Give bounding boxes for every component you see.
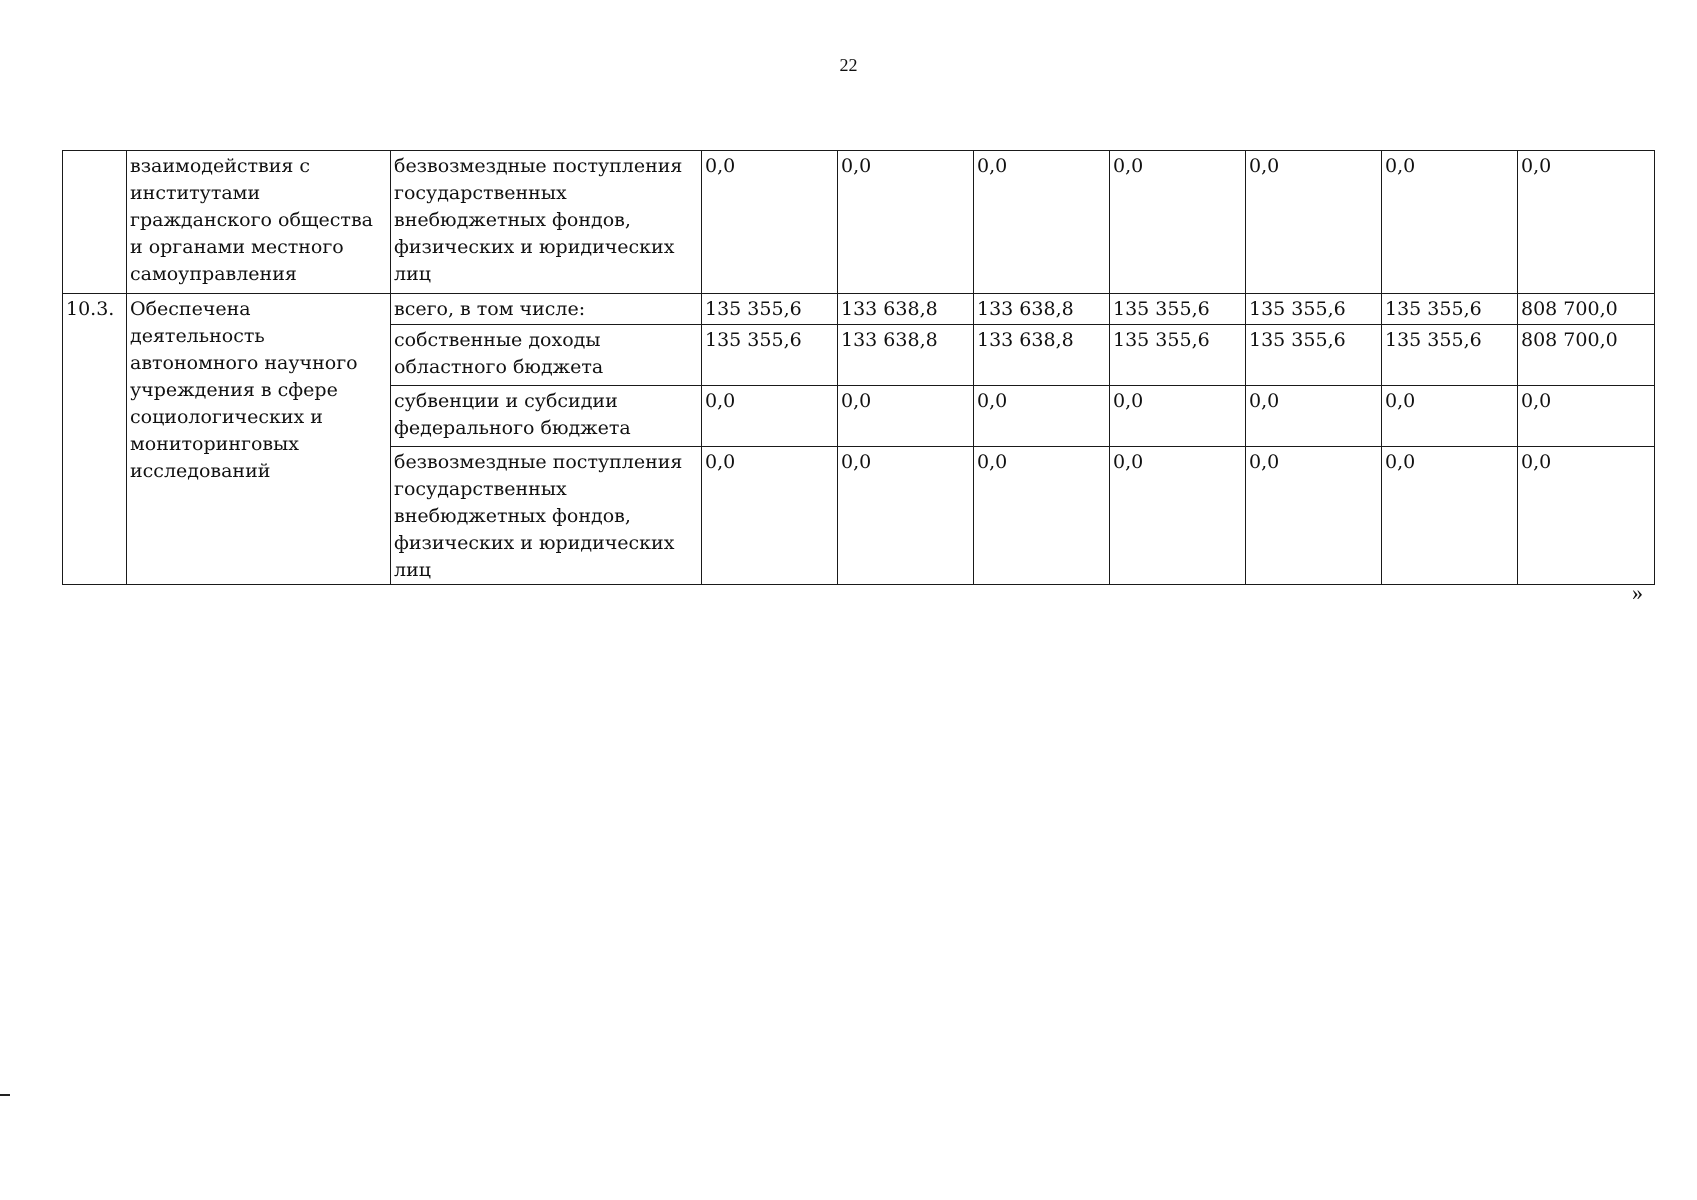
total-cell: 0,0 bbox=[1518, 386, 1655, 447]
activity-name-cell: взаимодействия с институтами гражданского общества и органами местного самоуправления bbox=[127, 151, 391, 294]
total-cell: 808 700,0 bbox=[1518, 325, 1655, 386]
value-cell: 135 355,6 bbox=[1246, 294, 1382, 325]
row-number-cell: 10.3. bbox=[63, 294, 127, 585]
value-cell: 0,0 bbox=[1110, 386, 1246, 447]
value-cell: 135 355,6 bbox=[1382, 325, 1518, 386]
value-cell: 0,0 bbox=[974, 447, 1110, 585]
value-cell: 0,0 bbox=[1382, 447, 1518, 585]
value-cell: 0,0 bbox=[974, 151, 1110, 294]
margin-mark bbox=[0, 1094, 10, 1096]
value-cell: 0,0 bbox=[1246, 151, 1382, 294]
value-cell: 135 355,6 bbox=[1110, 294, 1246, 325]
value-cell: 0,0 bbox=[1246, 447, 1382, 585]
total-cell: 0,0 bbox=[1518, 151, 1655, 294]
closing-quote-mark: » bbox=[1632, 580, 1643, 605]
funding-source-cell: безвозмездные поступления государственных внебюджетных фондов, физических и юридических лиц bbox=[391, 447, 702, 585]
value-cell: 135 355,6 bbox=[702, 294, 838, 325]
value-cell: 0,0 bbox=[1110, 151, 1246, 294]
value-cell: 0,0 bbox=[838, 151, 974, 294]
value-cell: 0,0 bbox=[974, 386, 1110, 447]
value-cell: 133 638,8 bbox=[838, 325, 974, 386]
funding-source-cell: всего, в том числе: bbox=[391, 294, 702, 325]
value-cell: 133 638,8 bbox=[974, 325, 1110, 386]
funding-source-cell: безвозмездные поступления государственных внебюджетных фондов, физических и юридических лиц bbox=[391, 151, 702, 294]
table-row bbox=[63, 294, 1655, 325]
value-cell: 0,0 bbox=[702, 151, 838, 294]
row-number-cell bbox=[63, 151, 127, 294]
value-cell: 0,0 bbox=[838, 447, 974, 585]
funding-source-cell: собственные доходы областного бюджета bbox=[391, 325, 702, 386]
value-cell: 0,0 bbox=[702, 386, 838, 447]
total-cell: 0,0 bbox=[1518, 447, 1655, 585]
value-cell: 0,0 bbox=[1110, 447, 1246, 585]
value-cell: 135 355,6 bbox=[702, 325, 838, 386]
value-cell: 133 638,8 bbox=[974, 294, 1110, 325]
value-cell: 135 355,6 bbox=[1110, 325, 1246, 386]
activity-name-cell: Обеспечена деятельность автономного научного учреждения в сфере социологических и мониторинговых исследований bbox=[127, 294, 391, 585]
value-cell: 0,0 bbox=[1382, 386, 1518, 447]
value-cell: 135 355,6 bbox=[1382, 294, 1518, 325]
total-cell: 808 700,0 bbox=[1518, 294, 1655, 325]
value-cell: 0,0 bbox=[1246, 386, 1382, 447]
value-cell: 135 355,6 bbox=[1246, 325, 1382, 386]
value-cell: 0,0 bbox=[838, 386, 974, 447]
funding-source-cell: субвенции и субсидии федерального бюджета bbox=[391, 386, 702, 447]
budget-table bbox=[62, 150, 1655, 585]
table-row bbox=[63, 151, 1655, 294]
value-cell: 0,0 bbox=[1382, 151, 1518, 294]
page-number: 22 bbox=[839, 55, 858, 75]
value-cell: 0,0 bbox=[702, 447, 838, 585]
value-cell: 133 638,8 bbox=[838, 294, 974, 325]
